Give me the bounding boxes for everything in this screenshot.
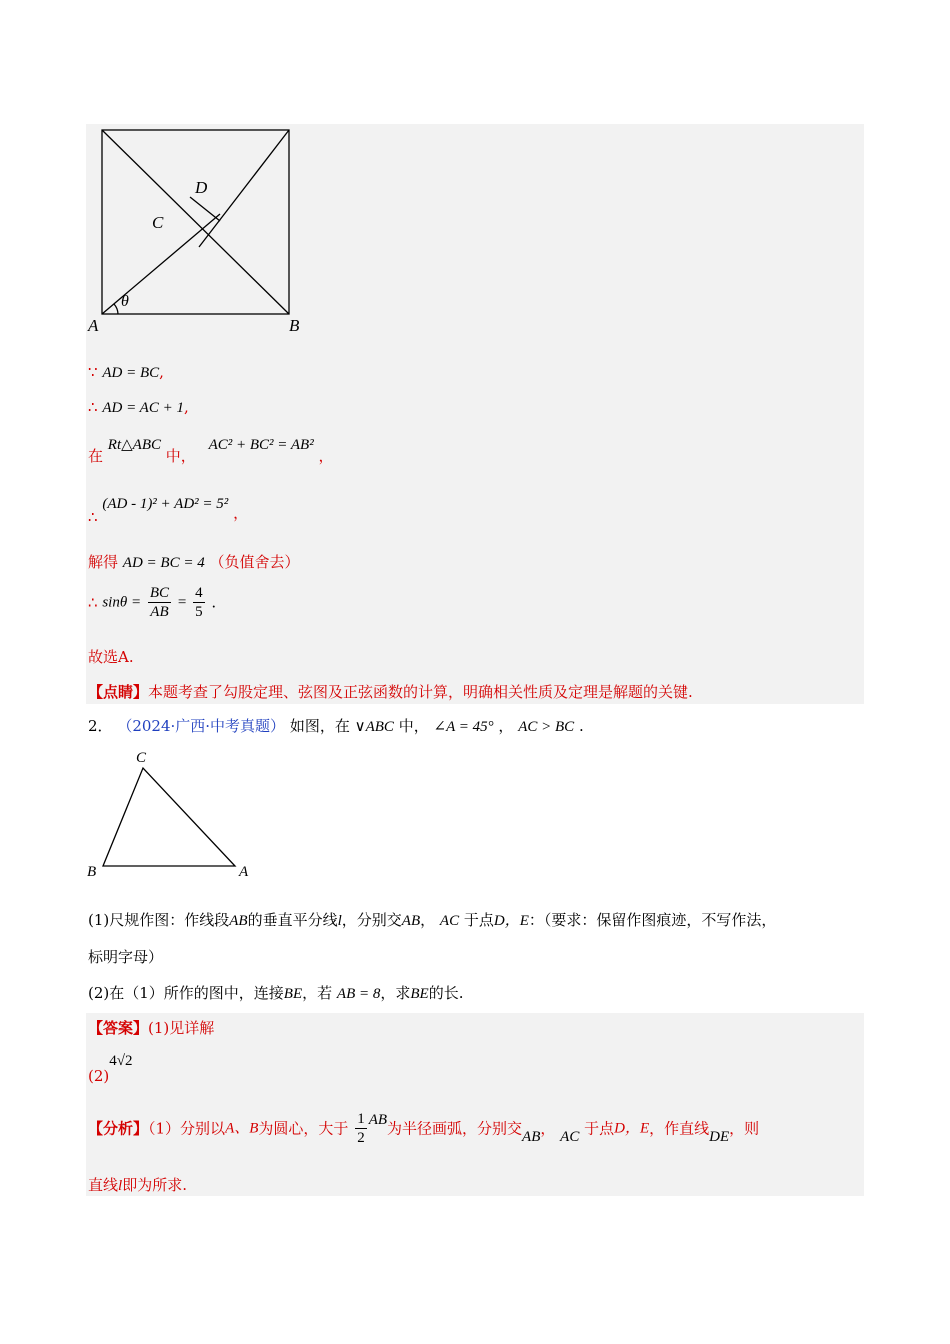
- comment-tag: 【点睛】: [88, 683, 149, 701]
- segment-ab: AB: [522, 1129, 541, 1145]
- label-D: D: [195, 178, 208, 197]
- equation: AD = BC: [102, 365, 160, 381]
- therefore-symbol: ∴: [88, 593, 98, 612]
- triangle-name: ∨ABC: [354, 719, 394, 735]
- text: 中，: [165, 447, 196, 465]
- label-B: B: [87, 864, 97, 880]
- text: 为圆心，大于: [258, 1119, 349, 1138]
- fraction-4-5: [193, 584, 205, 621]
- equation: AB = 8: [336, 986, 381, 1002]
- denominator: 2: [357, 1130, 365, 1146]
- line-l: l: [337, 913, 342, 929]
- answer-line-2: [88, 1050, 132, 1086]
- text: 的垂直平分线: [247, 911, 338, 929]
- segment-be: BE: [283, 986, 303, 1002]
- text: 中，: [398, 717, 429, 735]
- text: ，作直线: [649, 1119, 710, 1138]
- label-C: C: [136, 750, 147, 766]
- points-ab: A、B: [225, 1120, 259, 1137]
- equation: AD = BC = 4: [122, 555, 205, 571]
- equation: AD = AC + 1: [102, 400, 184, 416]
- text: （1）分别以: [148, 1119, 226, 1138]
- text: 标明字母）: [88, 948, 164, 966]
- text: ，: [540, 1119, 556, 1138]
- answer-1: (1)见详解: [148, 1019, 215, 1037]
- text: 的长.: [428, 984, 464, 1002]
- solution-line-3: [88, 434, 334, 468]
- points-de: D，E: [493, 913, 529, 929]
- punct: .: [211, 593, 217, 612]
- denominator: AB: [150, 604, 169, 620]
- text: ，若: [302, 984, 333, 1002]
- segment-ac: AC: [439, 913, 460, 929]
- conclusion: 故选A.: [88, 648, 134, 666]
- text: 于点: [584, 1119, 615, 1138]
- comment-line: [88, 682, 693, 702]
- label-A: A: [239, 864, 249, 880]
- answer-2-value: 4√2: [109, 1053, 133, 1069]
- text: ，则: [729, 1119, 760, 1138]
- text: 于点: [463, 911, 494, 929]
- text: 为半径画弧，分别交: [387, 1119, 523, 1138]
- numerator: BC: [149, 585, 170, 601]
- equation: (AD - 1)² + AD² = 5²: [102, 496, 229, 512]
- solution-line-7: [88, 647, 134, 667]
- text: .: [578, 717, 584, 735]
- fraction-half: [355, 1110, 367, 1147]
- label-C: C: [152, 213, 164, 232]
- note: （负值舍去）: [209, 553, 300, 571]
- segment-ab: AB: [229, 913, 248, 929]
- numerator: 1: [357, 1111, 365, 1127]
- analysis-tag: 【分析】: [88, 1119, 149, 1138]
- solution-line-2: [88, 397, 189, 418]
- figure-square-diagram: [0, 0, 950, 360]
- text: 如图，在: [289, 717, 350, 735]
- text: (2)在（1）所作的图中，连接: [88, 984, 284, 1002]
- text: 即为所求.: [122, 1176, 187, 1194]
- therefore-symbol: ∴: [88, 508, 98, 526]
- line-l: l: [118, 1178, 123, 1194]
- text: 在: [88, 447, 104, 465]
- part-1-line-1: [88, 910, 776, 931]
- punct: ，: [318, 447, 334, 465]
- text: (1)尺规作图：作线段: [88, 911, 230, 929]
- triangle-name: Rt△ABC: [107, 437, 161, 453]
- segment-ac: AC: [560, 1129, 580, 1145]
- points-de: D，E: [614, 1120, 650, 1137]
- label-A: A: [88, 316, 99, 335]
- segment-be: BE: [410, 986, 429, 1002]
- denominator: 5: [195, 604, 203, 620]
- equation: AC² + BC² = AB²: [208, 437, 314, 453]
- answer-tag: 【答案】: [88, 1019, 149, 1037]
- fraction-bc-ab: [148, 584, 171, 621]
- solution-line-6: [88, 584, 216, 628]
- text: ，: [420, 911, 436, 929]
- label-theta: θ: [121, 293, 129, 310]
- punct: ，: [233, 504, 249, 522]
- punct: ,: [159, 363, 164, 381]
- sin-expr: sinθ =: [102, 594, 142, 611]
- because-symbol: ∵: [88, 363, 98, 381]
- answer-2-prefix: (2): [88, 1067, 110, 1085]
- text: ：（要求：保留作图痕迹，不写作法，: [528, 911, 777, 929]
- equals: =: [177, 594, 187, 611]
- label-B: B: [289, 316, 300, 335]
- numerator: 4: [195, 585, 203, 601]
- comment-text: 本题考查了勾股定理、弦图及正弦函数的计算，明确相关性质及定理是解题的关键.: [148, 683, 693, 701]
- segment-ab: AB: [401, 913, 421, 929]
- inequality: AC > BC: [518, 719, 575, 735]
- punct: ,: [183, 398, 189, 416]
- line-de: DE: [709, 1129, 730, 1145]
- text: 直线: [88, 1176, 119, 1194]
- text: ，分别交: [341, 911, 402, 929]
- segment-ab: AB: [368, 1112, 388, 1128]
- figure-triangle: [80, 740, 280, 885]
- text: ，求: [380, 984, 411, 1002]
- analysis-line-1: [88, 1110, 759, 1156]
- question-number: 2．: [88, 717, 113, 735]
- solution-block-2: [86, 1013, 864, 1196]
- part-1-line-2: [88, 947, 163, 967]
- therefore-symbol: ∴: [88, 398, 98, 416]
- part-2-line: [88, 983, 464, 1004]
- solution-line-1: [88, 362, 164, 383]
- angle-expr: ∠A = 45°: [433, 719, 494, 735]
- answer-line-1: [88, 1018, 214, 1038]
- text: 解得: [88, 553, 119, 571]
- text: ，: [498, 717, 514, 735]
- question-source: （2024·广西·中考真题）: [117, 717, 286, 735]
- solution-line-5: [88, 552, 300, 573]
- solution-line-4: [88, 493, 248, 527]
- question-2-stem: [88, 716, 584, 737]
- analysis-line-2: [88, 1175, 187, 1196]
